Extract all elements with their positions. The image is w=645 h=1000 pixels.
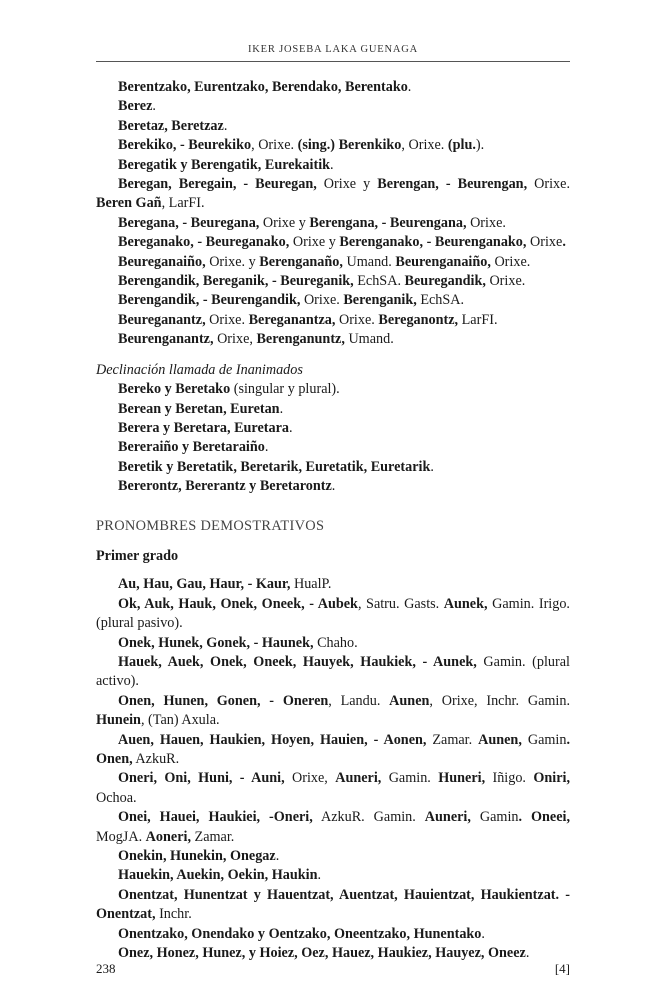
bold-term: Oniri, [533, 770, 570, 787]
source-text: Orixe. y [205, 253, 260, 270]
bold-term: Onentzat, Hunentzat y Hauentzat, Auentzat, Hauientzat, Haukientzat. - Onentzat, [96, 886, 570, 923]
entry-paragraph [96, 330, 570, 349]
bold-term: Beregatik y Berengatik, Eurekaitik [118, 156, 331, 173]
entry-paragraph [96, 731, 570, 770]
running-header: IKER JOSEBA LAKA GUENAGA [248, 44, 418, 55]
source-text: EchSA. [353, 273, 405, 290]
entry-paragraph [96, 458, 570, 477]
bold-term: Hunein [96, 712, 141, 729]
source-text: Gamin. Irigo. (plural pasivo). [96, 595, 570, 632]
bold-term: Onek, Hunek, Gonek, - Haunek, [118, 634, 314, 651]
source-text: LarFI. [458, 311, 498, 328]
bold-term: Beretik y Beretatik, Beretarik, Euretatik, Euretarik [118, 458, 431, 475]
bold-term: Auneri, [335, 770, 382, 787]
bold-term: Beurenganantz, [118, 331, 214, 348]
entry-paragraph [96, 291, 570, 310]
entry-paragraph [96, 477, 570, 496]
bold-term: Bereganantza, [248, 311, 336, 328]
block-inanimate-declension [96, 380, 570, 496]
bold-term: Onen, Hunen, Gonen, - Oneren [118, 692, 329, 709]
source-text: Ochoa. [96, 789, 137, 806]
source-text: Orixe [526, 234, 563, 251]
source-text: HualP. [290, 576, 332, 593]
bold-term: Berenganik, [343, 292, 417, 309]
bold-term: Onez, Honez, Hunez, y Hoiez, Oez, Hauez, Haukiez, Hauyez, Oneez [118, 945, 526, 962]
page-body [96, 78, 570, 963]
bold-term: Onekin, Hunekin, Onegaz [118, 848, 276, 865]
source-text: MogJA. [96, 828, 146, 845]
header-rule [96, 61, 570, 62]
entry-paragraph [96, 156, 570, 175]
entry-paragraph [96, 595, 570, 634]
source-text: . [525, 945, 530, 962]
entry-paragraph [96, 400, 570, 419]
block-first-grade [96, 575, 570, 963]
bold-term: Oneri, Oni, Huni, - Auni, [118, 770, 285, 787]
source-text: , (Tan) Axula. [140, 712, 220, 729]
source-text: Orixe. [527, 176, 570, 193]
entry-paragraph [96, 944, 570, 963]
bold-term: Berez [118, 98, 153, 115]
bold-term: Bereraiño y Beretaraiño [118, 439, 265, 456]
source-text: Orixe. [485, 273, 526, 290]
entry-paragraph [96, 634, 570, 653]
bold-term: Berengan, - Beurengan, [377, 176, 528, 193]
source-text: , Landu. [328, 692, 390, 709]
source-text: . [430, 458, 434, 475]
source-text: , Orixe. [251, 137, 298, 154]
source-text: Orixe y [289, 234, 340, 251]
bold-term: Berean y Beretan, Euretan [118, 400, 280, 417]
entry-paragraph [96, 117, 570, 136]
bold-term: Huneri, [438, 770, 486, 787]
entry-paragraph [96, 438, 570, 457]
source-text: . [279, 400, 284, 417]
source-text: Orixe. [205, 311, 249, 328]
source-text: . [275, 848, 280, 865]
entry-paragraph [96, 380, 570, 399]
bold-term: Onen, [96, 751, 133, 767]
entry-paragraph [96, 272, 570, 291]
source-text: Zamar. [191, 828, 235, 845]
block-reflexive-declension [96, 78, 570, 350]
source-text: (singular y plural). [230, 381, 340, 398]
bold-term: Auneri, [424, 809, 471, 826]
bold-term: Onei, Hauei, Haukiei, -Oneri, [118, 809, 313, 826]
source-text: . [317, 867, 322, 884]
source-text: AzkuR. [132, 751, 180, 767]
entry-paragraph [96, 311, 570, 330]
bold-term: Auen, Hauen, Haukien, Hoyen, Hauien, - Aonen, [118, 731, 427, 748]
source-text: ). [475, 137, 485, 154]
bold-term: Aunen, [478, 731, 522, 748]
source-text: . [407, 79, 412, 95]
bold-term: Beretaz, Beretzaz [118, 117, 224, 134]
source-text: Gamin [470, 809, 519, 826]
source-text: Gamin [521, 731, 567, 748]
bold-term: Beren Gañ [96, 195, 162, 212]
entry-paragraph [96, 575, 570, 594]
entry-paragraph [96, 97, 570, 116]
entry-paragraph [96, 136, 570, 155]
source-text: Umand. [344, 331, 394, 348]
source-text: AzkuR. Gamin. [312, 809, 425, 826]
bold-term: Beureganantz, [118, 311, 206, 328]
bold-term: Berenganuntz, [256, 331, 345, 348]
source-text: Chaho. [313, 634, 358, 651]
source-text: . [152, 98, 156, 115]
source-text: , Orixe. [401, 137, 448, 154]
bold-term: Aunen [389, 692, 430, 709]
bold-term: . Oneei, [518, 809, 571, 826]
entry-paragraph [96, 653, 570, 692]
bold-term: Berengana, - Beurengana, [309, 214, 467, 231]
source-text: Orixe y [259, 214, 310, 231]
bold-term: Bereko y Beretako [118, 381, 231, 398]
bold-term: Beuregandik, [404, 273, 486, 290]
entry-paragraph [96, 769, 570, 808]
source-text: Gamin. (plural activo). [96, 653, 570, 690]
source-text: Orixe. [300, 292, 344, 309]
bold-term: Berekiko, - Beurekiko [118, 137, 252, 154]
source-text: Gamin. [381, 770, 439, 787]
bold-term: Berenganako, - Beurenganako, [339, 234, 527, 251]
source-text: . [331, 478, 336, 495]
entry-paragraph [96, 419, 570, 438]
entry-paragraph [96, 866, 570, 885]
entry-paragraph [96, 925, 570, 944]
bold-term: Onentzako, Onendako y Oentzako, Oneentzako, Hunentako [118, 925, 482, 942]
bold-term: Berera y Beretara, Euretara [118, 419, 289, 436]
bold-term: Beureganaiño, [118, 253, 206, 270]
entry-paragraph [96, 214, 570, 233]
bold-term: . [562, 234, 566, 251]
entry-paragraph [96, 886, 570, 925]
entry-paragraph [96, 233, 570, 252]
grade-title: Primer grado [96, 547, 179, 564]
source-text: Orixe. [335, 311, 379, 328]
section-title: PRONOMBRES DEMOSTRATIVOS [96, 517, 325, 534]
page-bracket-number: [4] [554, 961, 570, 976]
source-text: Zamar. [426, 731, 479, 748]
subheading-inanimate-declension: Declinación llamada de Inanimados [96, 361, 303, 378]
entry-paragraph [96, 78, 570, 97]
entry-paragraph [96, 175, 570, 214]
entry-paragraph [96, 692, 570, 731]
entry-paragraph [96, 808, 570, 847]
entry-paragraph [96, 253, 570, 272]
bold-term: (sing.) Berenkiko [297, 137, 402, 154]
bold-term: Berentzako, Eurentzako, Berendako, Berentako [118, 79, 408, 95]
source-text: , Satru. Gasts. [357, 595, 444, 612]
bold-term: Hauekin, Auekin, Oekin, Haukin [118, 867, 318, 884]
source-text: . [481, 925, 485, 942]
source-text: . [330, 156, 334, 173]
entry-paragraph [96, 847, 570, 866]
source-text: Orixe y [316, 176, 378, 193]
bold-term: Beurenganaiño, [395, 253, 491, 270]
bold-term: Bereganontz, [378, 311, 459, 328]
source-text: . [264, 439, 269, 456]
source-text: . [288, 419, 293, 436]
source-text: Inchr. [155, 906, 192, 923]
source-text: Iñigo. [485, 770, 534, 787]
bold-term: Bererontz, Bererantz y Beretarontz [118, 478, 332, 495]
bold-term: Ok, Auk, Hauk, Onek, Oneek, - Aubek [118, 595, 358, 612]
bold-term: Berenganaño, [259, 253, 343, 270]
bold-term: Beregan, Beregain, - Beuregan, [118, 176, 317, 193]
bold-term: Bereganako, - Beureganako, [118, 234, 290, 251]
source-text: Orixe. [490, 253, 531, 270]
page-number: 238 [96, 961, 116, 976]
source-text: . [223, 117, 228, 134]
bold-term: Au, Hau, Gau, Haur, - Kaur, [118, 576, 291, 593]
bold-term: Beregana, - Beuregana, [118, 214, 260, 231]
source-text: Orixe. [466, 214, 506, 231]
bold-term: Aoneri, [145, 828, 191, 845]
bold-term: Berengandik, Bereganik, - Beureganik, [118, 273, 354, 290]
source-text: Umand. [342, 253, 396, 270]
bold-term: Aunek, [443, 595, 488, 612]
bold-term: . [566, 731, 570, 748]
bold-term: (plu. [447, 137, 476, 154]
source-text: Orixe, [213, 331, 257, 348]
source-text: , LarFI. [161, 195, 205, 212]
source-text: EchSA. [416, 292, 465, 309]
source-text: Orixe, [284, 770, 336, 787]
source-text: , Orixe, Inchr. Gamin. [429, 692, 570, 709]
bold-term: Berengandik, - Beurengandik, [118, 292, 301, 309]
bold-term: Hauek, Auek, Onek, Oneek, Hauyek, Haukiek, - Aunek, [118, 653, 477, 670]
